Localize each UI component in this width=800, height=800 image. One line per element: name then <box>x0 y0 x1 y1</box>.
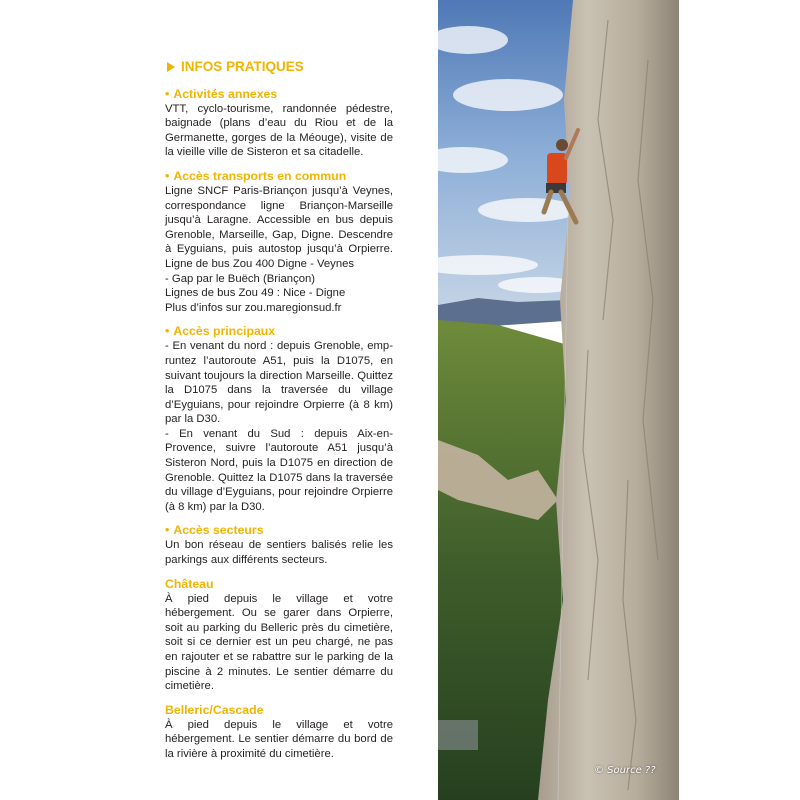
section-activites <box>165 87 393 160</box>
bullet-dot-icon: • <box>165 324 170 339</box>
climbing-photo-illustration <box>438 0 679 800</box>
heading-belleric: Belleric/Cascade <box>165 702 264 717</box>
text-transports-line2: - Gap par le Buëch (Briançon) <box>165 272 316 285</box>
text-transports: Ligne SNCF Paris-Briançon jusqu’à Veynes, correspondance ligne Briançon-Marseille jusqu’à Laragne. Accessible en bus depuis Grenoble, Marseille, Gap, Digne. Descendre à Eyguians, puis autostop jusqu’à Orpierre. Ligne de bus Zou 400 Digne - Veynes <box>165 184 393 270</box>
climbing-photo <box>438 0 679 800</box>
text-transports-line3: Lignes de bus Zou 49 : Nice - Digne <box>165 287 346 300</box>
bullet-dot-icon: • <box>165 523 170 538</box>
section-transports <box>165 169 393 315</box>
text-belleric: À pied depuis le village et votre hébergement. Le sentier démarre du bord de la rivière à proximité du cimetière. <box>165 718 393 760</box>
infos-text-column <box>165 60 393 771</box>
section-title <box>167 60 393 75</box>
heading-transports: • Accès transports en commun <box>165 168 347 183</box>
section-belleric <box>165 703 393 762</box>
section-principaux <box>165 324 393 514</box>
text-chateau: À pied depuis le village et votre hébergement. Ou se garer dans Orpierre, soit au parking du Belleric près du cimetière, soit si ce dernier est un peu chargé, ne pas en rajouter et se rabattre sur le parking de la piscine à 2 minutes. Le sentier démarre du cimetière. <box>165 592 393 693</box>
text-activites: VTT, cyclo-tourisme, randonnée pédestre, baignade (plans d’eau du Riou et de la Germanette, gorges de la Méouge), visite de la vieille ville de Sisteron et sa citadelle. <box>165 102 393 159</box>
heading-secteurs: • Accès secteurs <box>165 523 264 538</box>
heading-chateau: Château <box>165 576 214 591</box>
text-secteurs: Un bon réseau de sentiers balisés relie les parkings aux différents secteurs. <box>165 539 393 567</box>
text-principaux-sud: - En venant du Sud : depuis Aix-en- Provence, suivre l’autoroute A51 jusqu’à Sisteron Nord, puis la D1075 en direction de Grenoble. Quittez la D1075 dans la traversée du village d’Eyguians, pour rejoindre Orpierre (à 8 km) par la D30. <box>165 427 393 513</box>
triangle-bullet-icon <box>167 62 175 72</box>
section-secteurs <box>165 523 393 567</box>
village <box>438 720 478 750</box>
heading-principaux: • Accès principaux <box>165 324 276 339</box>
section-chateau <box>165 577 393 694</box>
text-principaux-nord: - En venant du nord : depuis Grenoble, empruntez l’autoroute A51, puis la D1075, en suivant toujours la direction Marseille. Quittez la D1075 dans la traversée du village d’Eyguians, pour rejoindre Orpierre (à 8 km) par la D30. <box>165 340 393 426</box>
photo-credit: © Source ?? <box>594 765 656 776</box>
heading-activites: • Activités annexes <box>165 86 278 101</box>
bullet-dot-icon: • <box>165 168 170 183</box>
bullet-dot-icon: • <box>165 86 170 101</box>
text-transports-line4: Plus d’infos sur zou.maregionsud.fr <box>165 301 342 314</box>
section-title-text: INFOS PRATIQUES <box>181 59 304 74</box>
